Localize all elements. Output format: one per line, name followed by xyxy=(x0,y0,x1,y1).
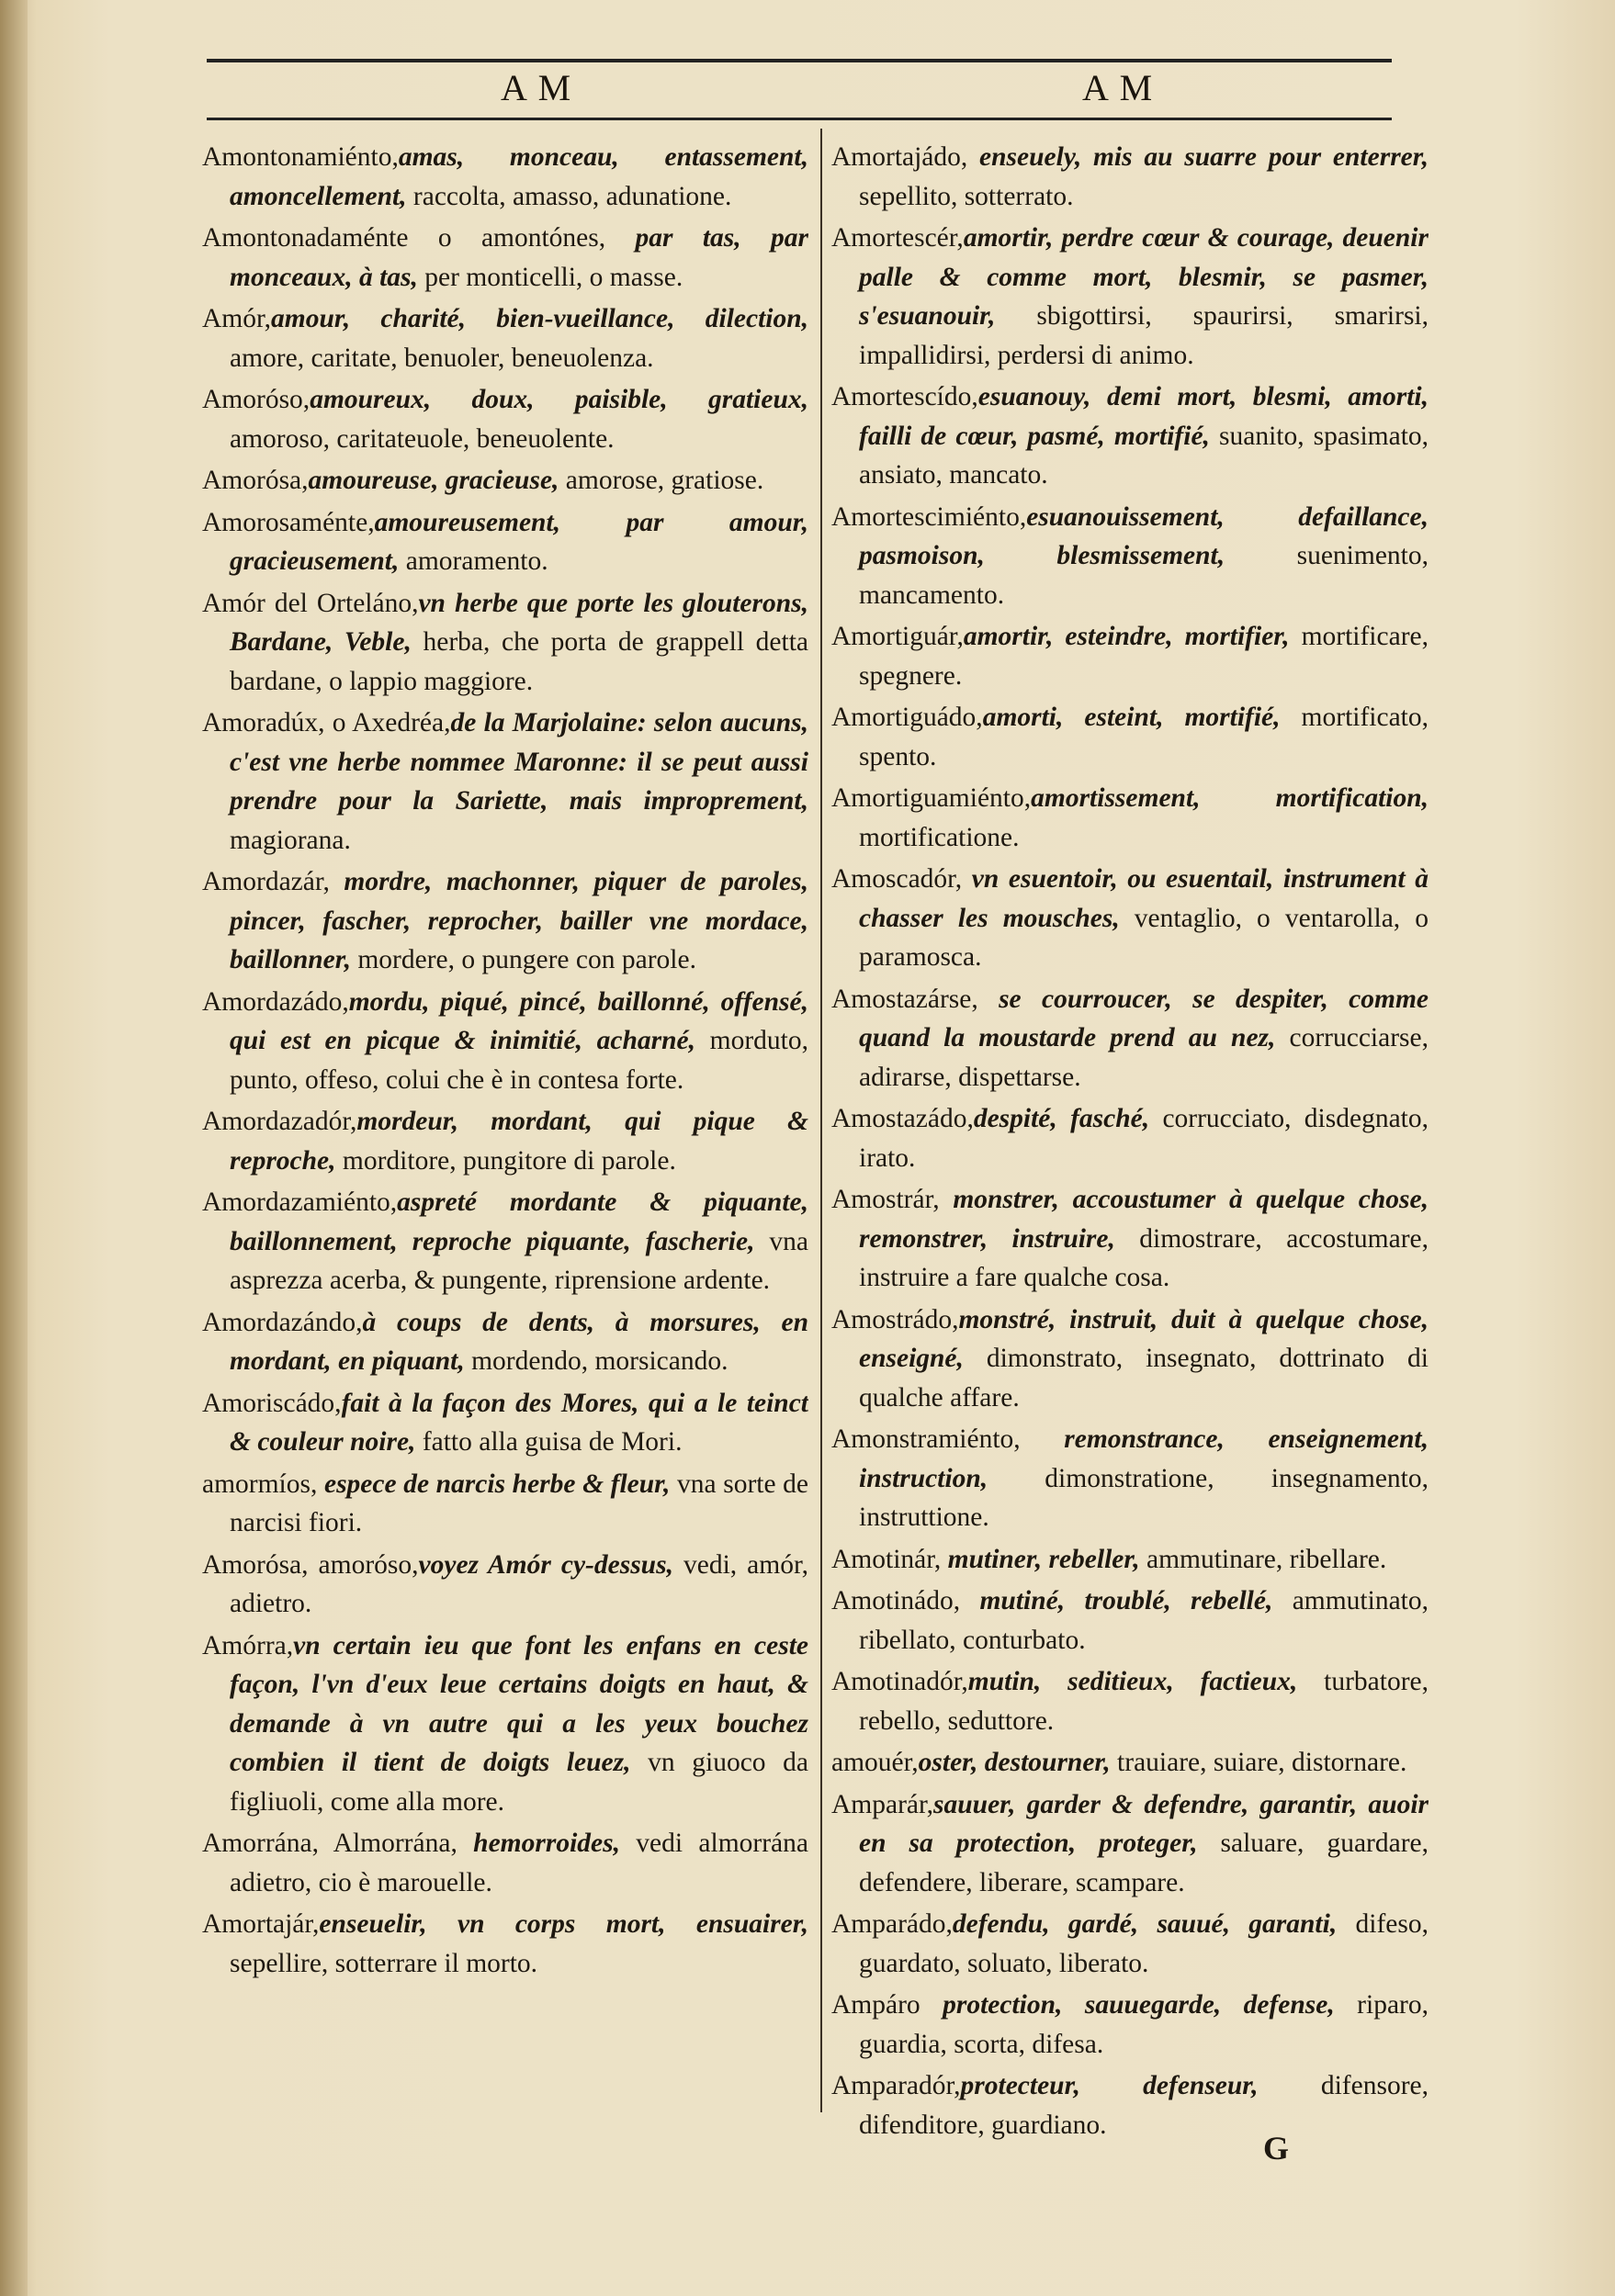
italian-gloss: amoramento. xyxy=(399,546,548,576)
headword: Amparádo, xyxy=(831,1909,953,1939)
dictionary-entry xyxy=(202,1824,808,1902)
french-gloss: à coups de dents, à morsures, en mordant, en piquant, xyxy=(230,1307,808,1376)
french-gloss: mordeur, mordant, qui pique & reproche, xyxy=(230,1107,808,1176)
dictionary-entry xyxy=(202,1303,808,1381)
french-gloss: par tas, par monceaux, à tas, xyxy=(230,223,808,292)
italian-gloss: amoroso, caritateuole, beneuolente. xyxy=(230,423,615,454)
dictionary-entry xyxy=(831,1581,1429,1660)
italian-gloss: amore, caritate, benuoler, beneuolenza. xyxy=(230,343,654,373)
headword: Amostrár, xyxy=(831,1185,940,1214)
french-gloss: vn esuentoir, ou esuentail, instrument à chasser les mousches, xyxy=(859,864,1429,933)
dictionary-entry xyxy=(831,617,1429,695)
french-gloss: hemorroides, xyxy=(457,1829,620,1858)
dictionary-entry xyxy=(831,377,1429,495)
headword: Amortescér, xyxy=(831,223,964,253)
left-column xyxy=(202,138,808,2140)
header-rule xyxy=(207,118,1392,120)
headword: Amortescído, xyxy=(831,382,978,411)
italian-gloss: riparo, guardia, scorta, difesa. xyxy=(859,1990,1429,2059)
dictionary-entry xyxy=(202,1546,808,1624)
dictionary-entry xyxy=(202,1465,808,1543)
dictionary-entry xyxy=(831,1099,1429,1177)
dictionary-entry xyxy=(831,860,1429,977)
headword: Amoróso, xyxy=(202,385,311,414)
italian-gloss: corrucciarse, adirarse, dispettarse. xyxy=(859,1023,1429,1092)
italian-gloss: mortificatione. xyxy=(859,822,1020,852)
column-divider xyxy=(820,129,822,2112)
french-gloss: amoureuse, gracieuse, xyxy=(308,466,559,495)
headword: Amoscadór, xyxy=(831,864,963,894)
french-gloss: mutiner, rebeller, xyxy=(941,1544,1140,1574)
headword: Amortajádo, xyxy=(831,142,968,172)
dictionary-entry xyxy=(831,138,1429,216)
dictionary-entry xyxy=(202,138,808,216)
headword: Amparár, xyxy=(831,1789,934,1819)
dictionary-entry xyxy=(831,219,1429,375)
italian-gloss: turbatore, rebello, seduttore. xyxy=(859,1667,1429,1736)
book-spine-shadow xyxy=(0,0,28,2296)
dictionary-entry xyxy=(202,862,808,980)
headword: Amotinadór, xyxy=(831,1667,968,1696)
french-gloss: monstrer, accoustumer à quelque chose, remonstrer, instruire, xyxy=(859,1185,1429,1254)
italian-gloss: mortificato, spento. xyxy=(859,703,1429,771)
headword: Amortescimiénto, xyxy=(831,501,1027,532)
dictionary-entry xyxy=(202,1384,808,1462)
italian-gloss: herba, che porta de grappell detta bardane, o lappio maggiore. xyxy=(230,627,808,696)
headword: Amostazádo, xyxy=(831,1104,974,1133)
dictionary-entry xyxy=(202,1102,808,1180)
headword: Amortajár, xyxy=(202,1909,320,1939)
french-gloss: esuanouissement, defaillance, pasmoison, blesmissement, xyxy=(859,501,1429,570)
dictionary-entry xyxy=(831,779,1429,857)
french-gloss: voyez Amór cy-dessus, xyxy=(418,1549,673,1580)
french-gloss: mutiné, troublé, rebellé, xyxy=(960,1586,1273,1615)
dictionary-entry xyxy=(202,1183,808,1300)
french-gloss: defendu, gardé, sauué, garanti, xyxy=(952,1909,1338,1939)
italian-gloss: ventaglio, o ventarolla, o paramosca. xyxy=(859,903,1429,972)
headword: Amoriscádo, xyxy=(202,1388,342,1418)
italian-gloss: saluare, guardare, defendere, liberare, scampare. xyxy=(859,1829,1429,1897)
italian-gloss: difensore, difenditore, guardiano. xyxy=(859,2071,1429,2140)
headword: Amonstramiénto, xyxy=(831,1424,1021,1454)
dictionary-entry xyxy=(831,1986,1429,2064)
dictionary-entry xyxy=(831,698,1429,776)
dictionary-entry xyxy=(831,1785,1429,1903)
french-gloss: mordre, machonner, piquer de paroles, pincer, fascher, reprocher, bailler vne mordace, baillonner, xyxy=(230,867,808,974)
french-gloss: monstré, instruit, duit à quelque chose, enseigné, xyxy=(859,1304,1429,1373)
dictionary-entry xyxy=(831,1300,1429,1418)
italian-gloss: mordendo, morsicando. xyxy=(464,1346,728,1376)
italian-gloss: per monticelli, o masse. xyxy=(417,262,683,292)
dictionary-entry xyxy=(831,2066,1429,2140)
french-gloss: mutin, seditieux, factieux, xyxy=(967,1667,1298,1696)
headword: Amortiguár, xyxy=(831,622,964,651)
french-gloss: amoureux, doux, paisible, gratieux, xyxy=(310,385,808,414)
italian-gloss: dimostrare, accostumare, instruire a fare qualche cosa. xyxy=(859,1223,1429,1292)
dictionary-entry xyxy=(831,1743,1429,1783)
french-gloss: vn certain ieu que font les enfans en ceste façon, l'vn d'eux leue certains doigts en haut, & demande à vn autre qui a les yeux bouchez combien il tient de doigts leuez, xyxy=(230,1630,808,1777)
italian-gloss: raccolta, amasso, adunatione. xyxy=(406,181,732,211)
headword: Amordazadór, xyxy=(202,1107,357,1136)
dictionary-entry xyxy=(202,461,808,501)
french-gloss: vn herbe que porte les glouterons, Bardane, Veble, xyxy=(230,588,808,657)
dictionary-entry xyxy=(831,498,1429,615)
right-column xyxy=(831,138,1429,2140)
running-head-right: A M xyxy=(1082,67,1155,108)
italian-gloss: trauiare, suiare, distornare. xyxy=(1110,1748,1407,1777)
headword: Amór, xyxy=(202,304,272,333)
french-gloss: despité, fasché, xyxy=(973,1104,1150,1133)
italian-gloss: mordere, o pungere con parole. xyxy=(350,945,696,974)
headword: Ampáro xyxy=(831,1990,920,2020)
italian-gloss: dimonstratione, insegnamento, instruttione. xyxy=(859,1463,1429,1532)
dictionary-entry xyxy=(831,1540,1429,1580)
top-rule xyxy=(207,59,1392,62)
dictionary-entry xyxy=(202,1626,808,1822)
italian-gloss: ammutinato, ribellato, conturbato. xyxy=(859,1586,1429,1655)
headword: Amotinár, xyxy=(831,1544,942,1574)
italian-gloss: mortificare, spegnere. xyxy=(859,622,1429,691)
french-gloss: sauuer, garder & defendre, garantir, auoir en sa protection, proteger, xyxy=(859,1789,1429,1858)
italian-gloss: dimonstrato, insegnato, dottrinato di qualche affare. xyxy=(859,1344,1429,1412)
dictionary-entry xyxy=(202,299,808,377)
french-gloss: enseuelir, vn corps mort, ensuairer, xyxy=(319,1909,808,1939)
french-gloss: mordu, piqué, pincé, baillonné, offensé, qui est en picque & inimitié, acharné, xyxy=(230,986,808,1055)
dictionary-entry xyxy=(202,380,808,458)
dictionary-entry xyxy=(202,983,808,1100)
italian-gloss: morditore, pungitore di parole. xyxy=(335,1145,676,1176)
headword: Amórra, xyxy=(202,1630,294,1660)
french-gloss: amortissement, mortification, xyxy=(1031,783,1429,813)
french-gloss: amas, monceau, entassement, amoncellement, xyxy=(230,142,808,211)
headword: Amordazádo, xyxy=(202,986,349,1017)
headword: Amordazamiénto, xyxy=(202,1187,398,1217)
french-gloss: protecteur, defenseur, xyxy=(960,2071,1259,2100)
italian-gloss: vna sorte de narcisi fiori. xyxy=(230,1469,808,1537)
italian-gloss: magiorana. xyxy=(230,825,351,855)
italian-gloss: sepellire, sotterrare il morto. xyxy=(230,1948,538,1978)
french-gloss: amortir, perdre cœur & courage, deuenir palle & comme mort, blesmir, se pasmer, s'esuanouir, xyxy=(859,223,1429,331)
headword: Amontonamiénto, xyxy=(202,142,399,172)
french-gloss: remonstrance, enseignement, instruction, xyxy=(859,1424,1429,1493)
italian-gloss: vedi almorrána adietro, cio è marouelle. xyxy=(230,1829,808,1897)
dictionary-entry xyxy=(202,703,808,860)
headword: Amortiguádo, xyxy=(831,703,983,732)
headword: Amorrána, Almorrána, xyxy=(202,1829,457,1858)
french-gloss: enseuely, mis au suarre pour enterrer, xyxy=(967,142,1429,172)
french-gloss: de la Marjolaine: selon aucuns, c'est vne herbe nommee Maronne: il se peut aussi prendre pour la Sariette, mais improprement, xyxy=(230,708,808,816)
headword: amormíos, xyxy=(202,1469,318,1499)
italian-gloss: morduto, punto, offeso, colui che è in contesa forte. xyxy=(230,1026,808,1095)
italian-gloss: corrucciato, disdegnato, irato. xyxy=(859,1104,1429,1173)
headword: Amordazándo, xyxy=(202,1307,363,1337)
headword: Amorosaménte, xyxy=(202,507,375,537)
dictionary-entry xyxy=(831,1180,1429,1298)
dictionary-entry xyxy=(831,1420,1429,1537)
dictionary-entry xyxy=(202,219,808,297)
italian-gloss: fatto alla guisa de Mori. xyxy=(415,1427,683,1457)
headword: Amortiguamiénto, xyxy=(831,783,1032,813)
dictionary-entry xyxy=(831,1905,1429,1983)
headword: Amorósa, amoróso, xyxy=(202,1549,419,1580)
italian-gloss: suanito, spasimato, ansiato, mancato. xyxy=(859,421,1429,490)
italian-gloss: vna asprezza acerba, & pungente, riprensione ardente. xyxy=(230,1226,808,1295)
french-gloss: amortir, esteindre, mortifier, xyxy=(963,622,1290,651)
french-gloss: amour, charité, bien-vueillance, dilection, xyxy=(271,304,808,333)
headword: Amordazár, xyxy=(202,867,330,896)
headword: Amparadór, xyxy=(831,2071,961,2100)
italian-gloss: vedi, amór, adietro. xyxy=(230,1549,808,1618)
french-gloss: aspreté mordante & piquante, baillonnement, reproche piquante, fascherie, xyxy=(230,1187,808,1256)
headword: Amostrádo, xyxy=(831,1304,959,1334)
italian-gloss: vn giuoco da figliuoli, come alla more. xyxy=(230,1748,808,1817)
headword: amouér, xyxy=(831,1748,919,1777)
italian-gloss: sepellito, sotterrato. xyxy=(859,181,1074,211)
french-gloss: amoureusement, par amour, gracieusement, xyxy=(230,507,808,576)
dictionary-entry xyxy=(831,1662,1429,1740)
dictionary-entry xyxy=(202,503,808,581)
headword: Amontonadaménte o amontónes, xyxy=(202,223,606,253)
dictionary-entry xyxy=(202,584,808,702)
headword: Amoradúx, o Axedréa, xyxy=(202,708,451,737)
headword: Amorósa, xyxy=(202,466,309,495)
signature-mark: G xyxy=(1263,2130,1290,2167)
italian-gloss: sbigottirsi, spaurirsi, smarirsi, impallidirsi, perdersi di animo. xyxy=(859,301,1429,370)
italian-gloss: difeso, guardato, soluato, liberato. xyxy=(859,1909,1429,1978)
italian-gloss: suenimento, mancamento. xyxy=(859,541,1429,610)
headword: Amostazárse, xyxy=(831,984,978,1014)
french-gloss: esuanouy, demi mort, blesmi, amorti, failli de cœur, pasmé, mortifié, xyxy=(859,382,1429,451)
running-head-left: A M xyxy=(501,67,573,108)
french-gloss: protection, sauuegarde, defense, xyxy=(920,1990,1335,2020)
dictionary-entry xyxy=(831,980,1429,1097)
french-gloss: espece de narcis herbe & fleur, xyxy=(317,1469,671,1499)
french-gloss: oster, destourner, xyxy=(918,1748,1111,1777)
french-gloss: se courroucer, se despiter, comme quand la moustarde prend au nez, xyxy=(859,984,1429,1052)
italian-gloss: amorose, gratiose. xyxy=(559,466,764,495)
french-gloss: amorti, esteint, mortifié, xyxy=(982,703,1281,732)
dictionary-entry xyxy=(202,1905,808,1983)
headword: Amotinádo, xyxy=(831,1586,961,1615)
italian-gloss: ammutinare, ribellare. xyxy=(1139,1544,1387,1574)
headword: Amór del Orteláno, xyxy=(202,588,419,618)
french-gloss: fait à la façon des Mores, qui a le teinct & couleur noire, xyxy=(230,1388,808,1457)
